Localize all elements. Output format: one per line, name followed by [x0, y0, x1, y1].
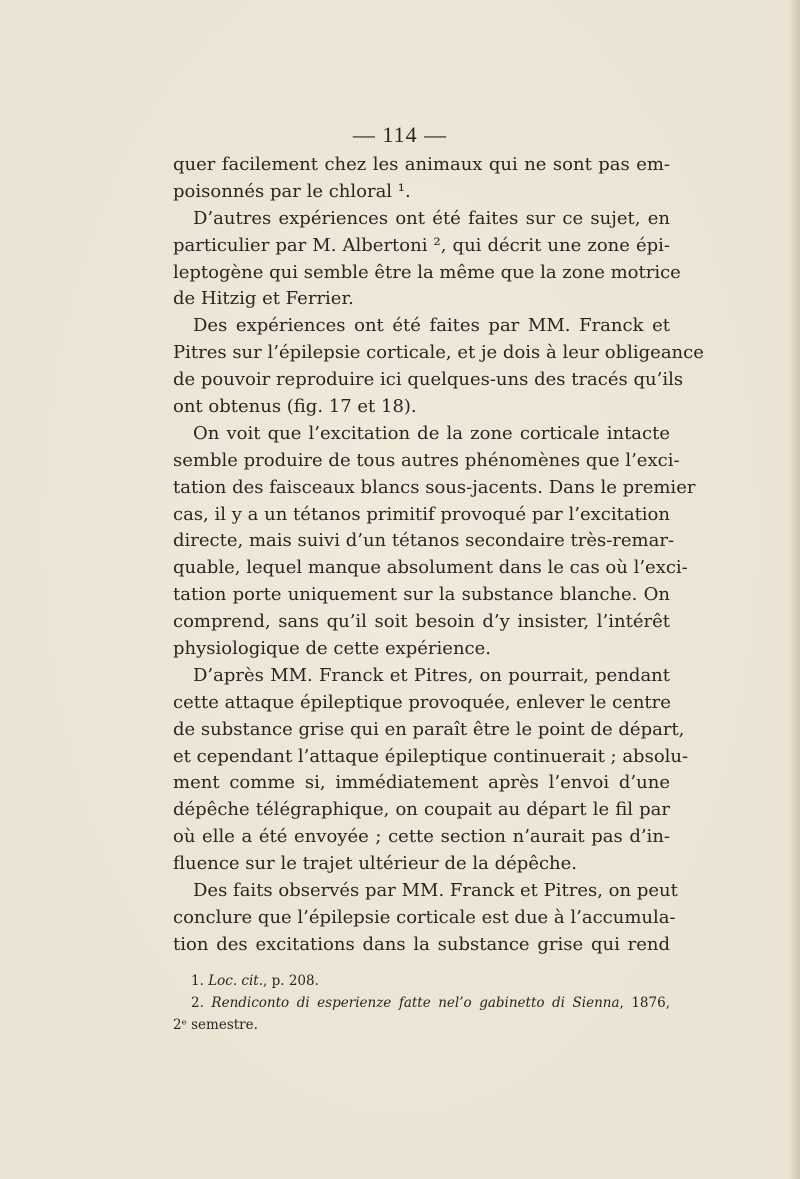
text-line: quer facilement chez les animaux qui ne sont pas em-: [173, 154, 670, 175]
text-line: D’après MM. Franck et Pitres, on pourrait, pendant: [193, 664, 670, 686]
text-line: semble produire de tous autres phénomènes que l’exci-: [173, 449, 680, 471]
text-line: physiologique de cette expérience.: [173, 638, 491, 660]
text-line: Pitres sur l’épilepsie corticale, et je dois à leur obligeance: [173, 342, 704, 364]
text-line: de pouvoir reproduire ici quelques-uns des tracés qu’ils: [173, 369, 684, 391]
footnote-1: [173, 970, 670, 992]
page-number: — 114 —: [352, 122, 448, 147]
text-line: Des faits observés par MM. Franck et Pitres, on peut: [193, 880, 678, 902]
text-line: quable, lequel manque absolument dans le cas où l’exci-: [173, 557, 688, 579]
footnote-2-continuation: 2ᵉ semestre.: [173, 1017, 258, 1033]
footnote-2: [173, 992, 670, 1014]
page-edge-shadow: [788, 0, 800, 1179]
footnote-number: 1.: [191, 973, 204, 989]
text-line: et cependant l’attaque épileptique continuerait ; absolu-: [173, 745, 689, 767]
text-line: D’autres expériences ont été faites sur ce sujet, en: [193, 207, 670, 229]
footnote-citation: Rendiconto di esperienze fatte nel’o gabinetto di Sienna: [211, 995, 620, 1011]
text-line: tation des faisceaux blancs sous-jacents. Dans le premier: [173, 476, 696, 498]
text-line: ment comme si, immédiatement après l’envoi d’une: [173, 772, 670, 794]
text-line: cas, il y a un tétanos primitif provoqué par l’excitation: [173, 503, 670, 525]
text-line: tation porte uniquement sur la substance blanche. On: [173, 584, 670, 606]
text-line: directe, mais suivi d’un tétanos secondaire très-remar-: [173, 530, 675, 552]
text-line: fluence sur le trajet ultérieur de la dépêche.: [173, 853, 578, 875]
text-line: particulier par M. Albertoni ², qui décrit une zone épi-: [173, 234, 670, 256]
footnote-detail: , p. 208.: [263, 973, 319, 989]
text-line: comprend, sans qu’il soit besoin d’y insister, l’intérêt: [173, 611, 670, 633]
text-line: ont obtenus (fig. 17 et 18).: [173, 396, 417, 418]
text-line: de substance grise qui en paraît être le point de départ,: [173, 718, 685, 740]
text-line: Des expériences ont été faites par MM. Franck et: [193, 315, 670, 337]
body-text: [173, 152, 704, 959]
footnotes: [173, 970, 670, 1036]
footnote-number: 2.: [191, 995, 204, 1011]
text-line: conclure que l’épilepsie corticale est due à l’accumula-: [173, 906, 676, 928]
text-line: tion des excitations dans la substance grise qui rend: [173, 933, 670, 955]
text-line: dépêche télégraphique, on coupait au départ le fil par: [173, 799, 670, 821]
text-line: On voit que l’excitation de la zone corticale intacte: [193, 422, 670, 444]
text-line: cette attaque épileptique provoquée, enlever le centre: [173, 691, 671, 713]
text-line: où elle a été envoyée ; cette section n’aurait pas d’in-: [173, 826, 670, 848]
footnote-detail: , 1876,: [619, 995, 670, 1011]
footnote-citation: Loc. cit.: [208, 973, 264, 989]
text-line: de Hitzig et Ferrier.: [173, 288, 354, 310]
text-line: poisonnés par le chloral ¹.: [173, 180, 411, 202]
text-line: leptogène qui semble être la même que la zone motrice: [173, 261, 681, 283]
